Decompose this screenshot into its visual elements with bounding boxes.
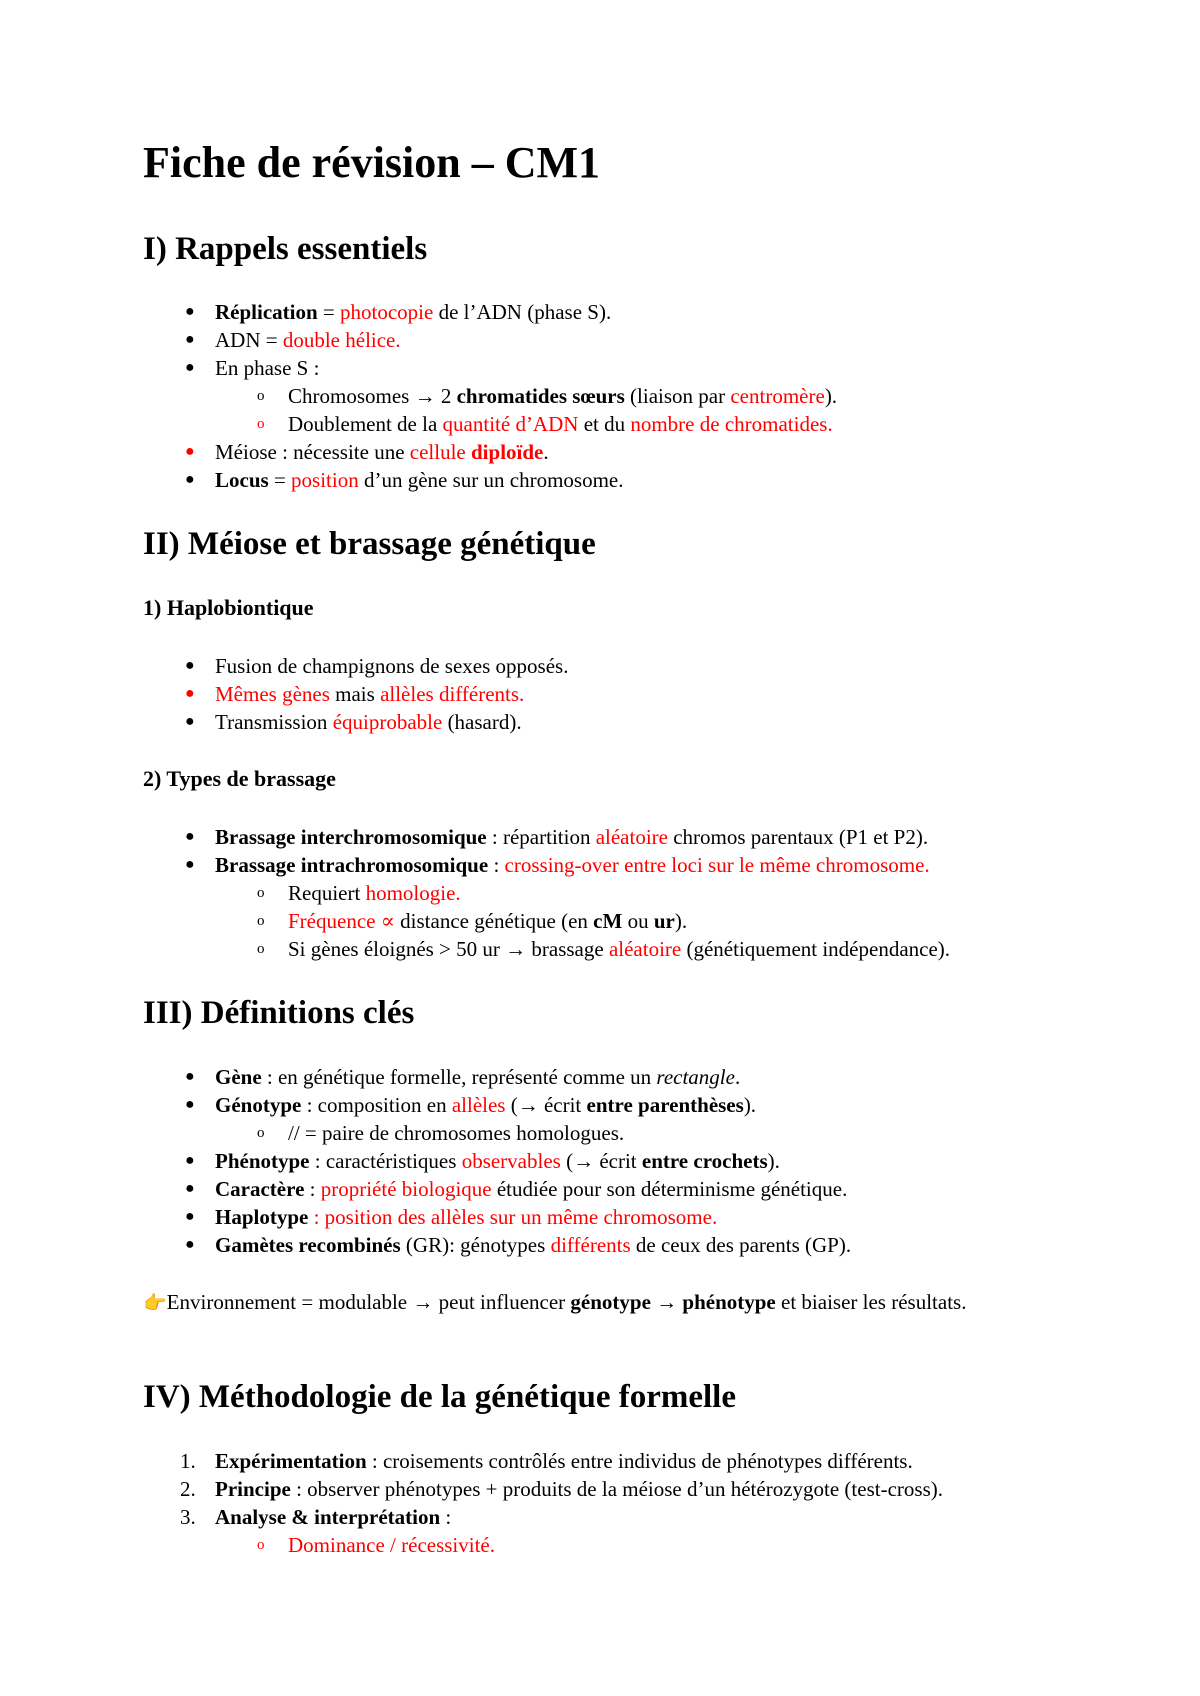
bullet-icon: o [257, 1125, 265, 1141]
list-number: 2. [180, 1477, 196, 1501]
bullet-icon: ● [185, 359, 195, 376]
environment-note: 👉Environnement = modulable → peut influencer génotype → phénotype et biaiser les résultats. [143, 1290, 967, 1314]
bullet-icon: ● [185, 713, 195, 730]
bullet-icon: o [257, 885, 265, 901]
bullet-icon: ● [185, 1236, 195, 1253]
bullet-icon: ● [185, 1180, 195, 1197]
list-number: 1. [180, 1449, 196, 1473]
bullet-icon: o [257, 1537, 265, 1553]
subsection-heading-haplobiontique: 1) Haplobiontique [143, 595, 314, 620]
bullet-icon: ● [185, 443, 195, 460]
document-title: Fiche de révision – CM1 [143, 138, 601, 187]
bullet-icon: ● [185, 856, 195, 873]
bullet-icon: ● [185, 1096, 195, 1113]
section-heading-methodologie: IV) Méthodologie de la génétique formelle [143, 1379, 736, 1415]
bullet-icon: o [257, 913, 265, 929]
bullet-icon: ● [185, 331, 195, 348]
bullet-icon: ● [185, 303, 195, 320]
pointing-hand-icon: 👉 [143, 1292, 167, 1314]
section-heading-rappels: I) Rappels essentiels [143, 231, 428, 267]
section-heading-definitions: III) Définitions clés [143, 995, 415, 1031]
bullet-icon: o [257, 416, 265, 432]
bullet-icon: ● [185, 685, 195, 702]
subsection-heading-types-brassage: 2) Types de brassage [143, 766, 336, 791]
bullet-icon: ● [185, 1208, 195, 1225]
section-heading-meiose: II) Méiose et brassage génétique [143, 526, 596, 562]
bullet-icon: ● [185, 1152, 195, 1169]
bullet-icon: ● [185, 828, 195, 845]
bullet-icon: ● [185, 1068, 195, 1085]
list-number: 3. [180, 1505, 196, 1529]
bullet-icon: ● [185, 657, 195, 674]
bullet-icon: o [257, 388, 265, 404]
bullet-icon: ● [185, 471, 195, 488]
bullet-icon: o [257, 941, 265, 957]
